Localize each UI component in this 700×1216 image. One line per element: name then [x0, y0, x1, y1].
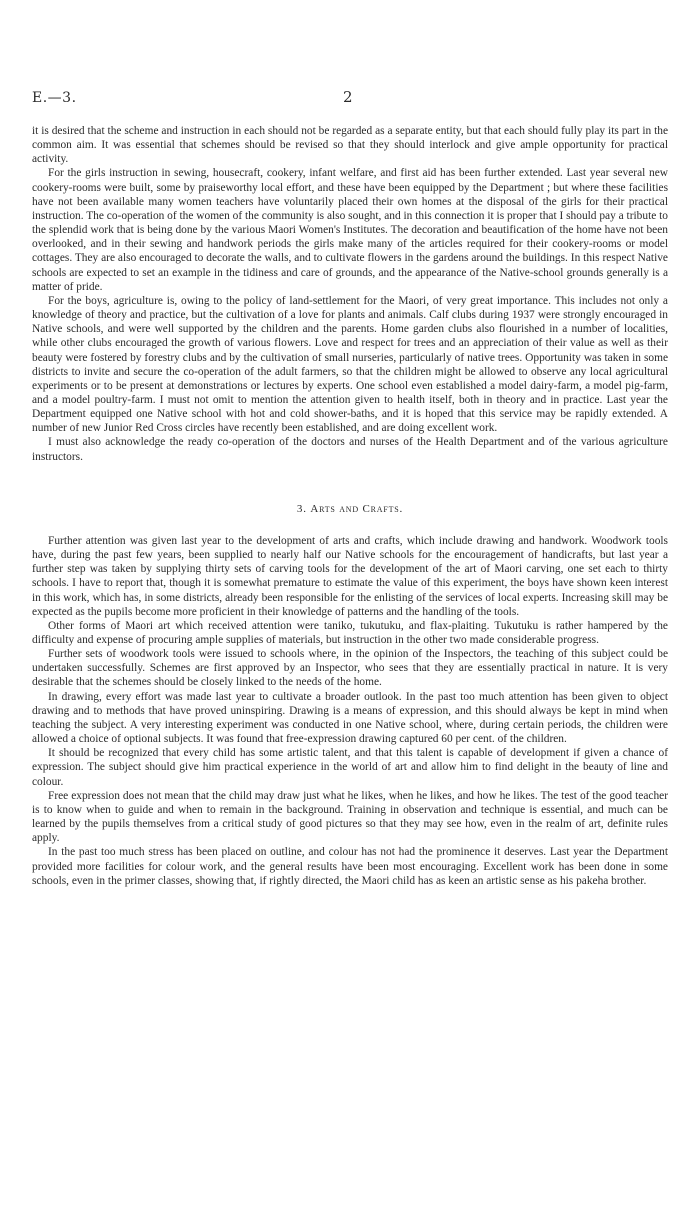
paragraph-boys-agriculture: For the boys, agriculture is, owing to the policy of land-settlement for the Maori, of very great importance. This includes not only a knowledge of theory and practice, but the cultivation of a love for plants and animals. Calf clubs during 1937 were strongly encouraged in Native schools, and were well supported by the children and the parents. Home garden clubs also flourished in a number of localities, while other clubs encouraged the growth of various flowers. Love and respect for trees and an appreciation of their value as well as their beauty were fostered by forestry clubs and by the cultivation of small nurseries, particularly of native trees. Opportunity was taken in some districts to invite and secure the co-operation of the adult farmers, so that the children might be allowed to observe any local agricultural experiments or to be present at demonstrations or lectures by experts. One school even established a model dairy-farm, a model pig-farm, and a model poultry-farm. I must not omit to mention the attention given to health itself, both in theory and in practice. Last year the Department equipped one Native school with hot and cold shower-baths, and it is hoped that this service may be rapidly extended. A number of new Junior Red Cross circles have recently been established, and are doing excellent work. — [32, 294, 668, 435]
paragraph-arts-development: Further attention was given last year to the development of arts and crafts, which include drawing and handwork. Woodwork tools have, during the past few years, been supplied to nearly half our Native schools for the encouragement of handicrafts, but last year a further step was taken by supplying thirty sets of carving tools for the development of the art of Maori carving, one set each to thirty schools. I have to report that, though it is somewhat premature to estimate the value of this experiment, the boys have shown keen interest in this work, which has, in some districts, already been responsible for the enlisting of the services of local experts. Increasing skill may be expected as the pupils become more proficient in their knowledge of patterns and the handling of the tools. — [32, 534, 668, 618]
paragraph-drawing: In drawing, every effort was made last year to cultivate a broader outlook. In the past too much attention has been given to object drawing and to methods that have proved uninspiring. Drawing is a means of expression, and this should always be kept in mind when teaching the subject. A very interesting experiment was conducted in one Native school, where, during certain periods, the children were allowed a choice of optional subjects. It was found that free-expression drawing captured 60 per cent. of the children. — [32, 690, 668, 746]
page-number: 2 — [343, 88, 353, 106]
section-title: Arts and Crafts. — [310, 502, 404, 515]
paragraph-acknowledgement: I must also acknowledge the ready co-operation of the doctors and nurses of the Health Department and of the various agriculture instructors. — [32, 436, 668, 463]
paragraph-woodwork-tools: Further sets of woodwork tools were issued to schools where, in the opinion of the Inspectors, the teaching of this subject could be undertaken successfully. Schemes are first approved by an Inspector, who sees that they are essentially practical in nature. It is very desirable that the schemes should be closely linked to the needs of the home. — [32, 648, 668, 689]
body-text — [32, 124, 668, 888]
document-reference: E.—3. — [32, 90, 77, 106]
paragraph-girls-instruction: For the girls instruction in sewing, housecraft, cookery, infant welfare, and first aid has been further extended. Last year several new cookery-rooms were built, some by praiseworthy local effort, and these have been equipped by the Department ; but where these facilities have not been available many women teachers have voluntarily placed their own homes at the disposal of the girls for their practical instruction. The co-operation of the women of the community is also sought, and in this connection it is proper that I should pay a tribute to the splendid work that is being done by the various Maori Women's Institutes. The decoration and beautification of the home have not been overlooked, and in their sewing and handwork periods the girls make many of the articles required for their cookery-rooms or model cottages. They are also encouraged to decorate the walls, and to cultivate flowers in the gardens around the buildings. In this respect Native schools are expected to set an example in the tidiness and care of grounds, and the appearance of the Native-school grounds generally is a matter of pride. — [32, 167, 668, 293]
paragraph-artistic-talent: It should be recognized that every child has some artistic talent, and that this talent is capable of development if given a chance of expression. The subject should give him practical experience in the world of art and allow him to find delight in the beauty of line and colour. — [32, 747, 668, 788]
section-number: 3. — [296, 502, 307, 515]
paragraph-continuation: it is desired that the scheme and instruction in each should not be regarded as a separate entity, but that each should fully play its part in the common aim. It was essential that schemes should be revised so that they should interlock and give ample opportunity for practical activity. — [32, 125, 668, 166]
paragraph-maori-art-forms: Other forms of Maori art which received attention were taniko, tukutuku, and flax-plaiting. Tukutuku is rather hampered by the difficulty and expense of procuring ample supplies of materials, but instruction in the other two made considerable progress. — [32, 619, 668, 646]
paragraph-colour: In the past too much stress has been placed on outline, and colour has not had the prominence it deserves. Last year the Department provided more facilities for colour work, and the general results have been most encouraging. Excellent work has been done in some schools, even in the primer classes, showing that, if rightly directed, the Maori child has as keen an artistic sense as his pakeha brother. — [32, 846, 668, 887]
paragraph-free-expression: Free expression does not mean that the child may draw just what he likes, when he likes, and how he likes. The test of the good teacher is to know when to guide and when to remain in the background. Training in observation and technique is essential, and much can be learned by the pupils themselves from a critical study of good pictures so that they may see how, even in the realm of art, definite rules apply. — [32, 789, 668, 845]
section-heading — [32, 502, 668, 516]
